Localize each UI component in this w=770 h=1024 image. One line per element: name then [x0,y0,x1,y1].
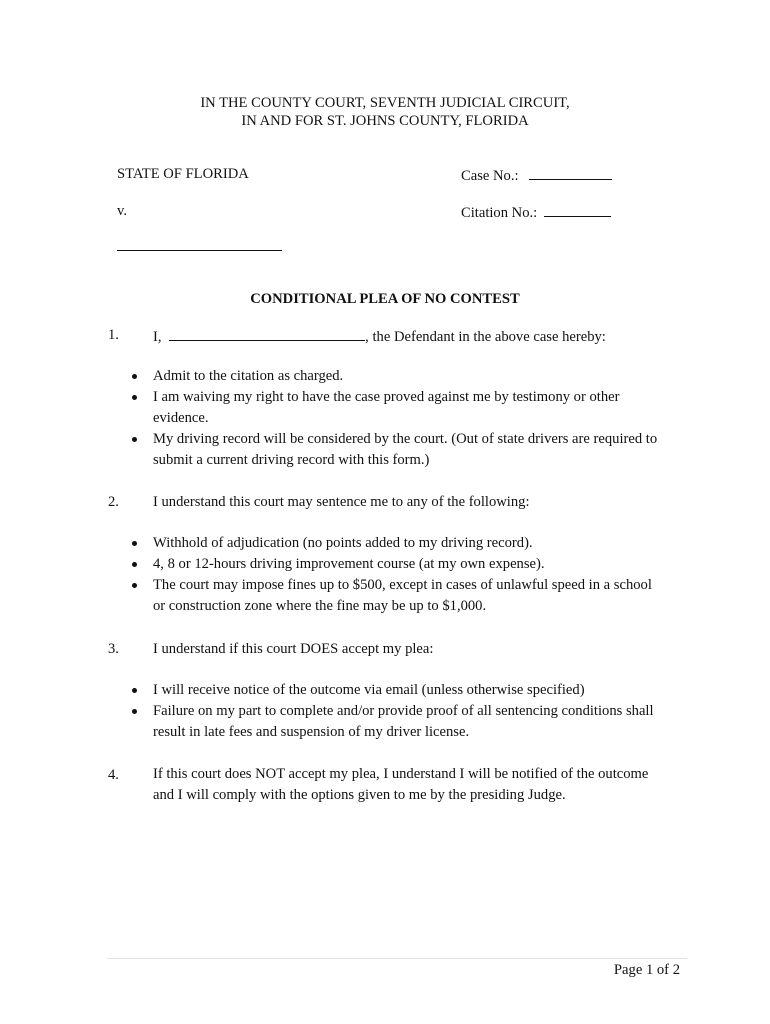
bullet-icon [132,395,137,400]
bullet-text: 4, 8 or 12-hours driving improvement course (at my own expense). [153,556,545,572]
bullet-text: My driving record will be considered by the court. (Out of state drivers are required to [153,431,658,447]
section-2-number: 2. [108,494,119,510]
citation-number-field[interactable] [461,204,611,221]
court-header-line-2: IN AND FOR ST. JOHNS COUNTY, FLORIDA [241,113,529,129]
bullet-icon [132,709,137,714]
section-3-number: 3. [108,641,119,657]
section-2-intro: I understand this court may sentence me to any of the following: [153,494,530,510]
defendant-name-blank[interactable] [169,328,365,341]
list-item [130,575,652,617]
defendant-name-line[interactable] [117,250,282,251]
bullet-icon [132,374,137,379]
versus-label: v. [117,203,127,219]
section-1-intro-suffix: , the Defendant in the above case hereby: [365,329,606,345]
bullet-icon [132,541,137,546]
section-3-bullets [130,680,654,743]
bullet-text: Admit to the citation as charged. [153,368,344,384]
bullet-text-continued: result in late fees and suspension of my driver license. [153,724,470,740]
list-item [130,429,657,471]
list-item [130,701,654,743]
section-4-number: 4. [108,767,119,783]
section-1-number: 1. [108,327,119,343]
section-1-intro-prefix: I, [153,329,162,345]
case-number-field[interactable] [461,167,612,184]
list-item [130,387,657,429]
list-item [130,554,652,575]
case-number-blank[interactable] [529,167,612,180]
bullet-icon [132,688,137,693]
plaintiff-name: STATE OF FLORIDA [117,166,249,182]
citation-number-label: Citation No.: [461,205,538,221]
section-2-bullets [130,533,652,617]
bullet-icon [132,583,137,588]
section-4-text [153,764,648,806]
bullet-icon [132,437,137,442]
section-1-bullets [130,366,657,471]
list-item [130,680,654,701]
citation-number-blank[interactable] [544,204,611,217]
bullet-text-continued: submit a current driving record with this form.) [153,452,430,468]
section-3-intro: I understand if this court DOES accept my plea: [153,641,434,657]
list-item [130,366,657,387]
section-1-intro [153,328,606,345]
list-item [130,533,652,554]
section-4-line-2: and I will comply with the options given to me by the presiding Judge. [153,787,566,803]
case-number-label: Case No.: [461,168,519,184]
bullet-icon [132,562,137,567]
bullet-text: Failure on my part to complete and/or provide proof of all sentencing conditions shall [153,703,654,719]
document-title: CONDITIONAL PLEA OF NO CONTEST [250,291,520,307]
bullet-text-continued: evidence. [153,410,209,426]
bullet-text: I will receive notice of the outcome via email (unless otherwise specified) [153,682,585,698]
bullet-text: Withhold of adjudication (no points added to my driving record). [153,535,533,551]
bullet-text: The court may impose fines up to $500, except in cases of unlawful speed in a school [153,577,652,593]
bullet-text-continued: or construction zone where the fine may be up to $1,000. [153,598,487,614]
bullet-text: I am waiving my right to have the case proved against me by testimony or other [153,389,620,405]
court-header-line-1: IN THE COUNTY COURT, SEVENTH JUDICIAL CIRCUIT, [200,95,570,111]
footer-divider [107,958,687,959]
page-number: Page 1 of 2 [613,962,680,978]
section-4-line-1: If this court does NOT accept my plea, I understand I will be notified of the outcome [153,766,649,782]
